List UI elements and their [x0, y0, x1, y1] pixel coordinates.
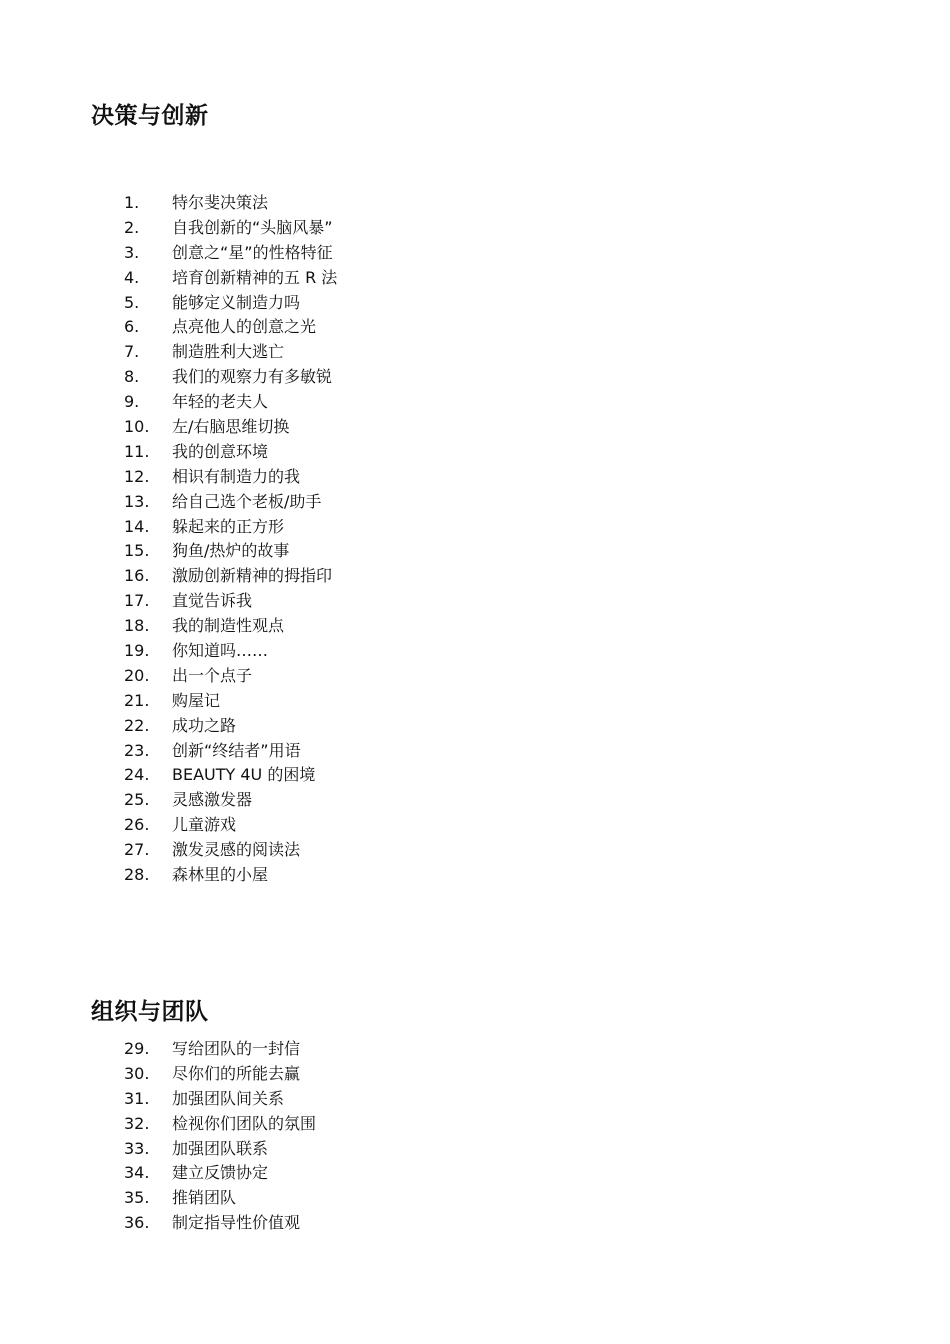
toc-item-text: 点亮他人的创意之光: [172, 317, 317, 337]
toc-item-number: 12.: [124, 466, 150, 486]
toc-item: [124, 589, 337, 614]
toc-item: [124, 1137, 316, 1162]
toc-item-text: 给自己选个老板/助手: [172, 491, 322, 511]
toc-item-number: 6.: [124, 317, 140, 337]
toc-item-text: 直觉告诉我: [172, 591, 253, 611]
toc-item-text: 我们的观察力有多敏锐: [172, 367, 333, 387]
toc-item-text: 年轻的老夫人: [172, 392, 269, 412]
toc-item-number: 29.: [124, 1039, 150, 1058]
toc-item-number: 15.: [124, 541, 150, 561]
toc-item: [124, 390, 337, 415]
toc-item-number: 19.: [124, 641, 150, 661]
section-title-organization-team: 组织与团队: [91, 999, 209, 1025]
toc-item: [124, 440, 337, 465]
toc-item-text: 制造胜利大逃亡: [172, 342, 285, 362]
toc-item-number: 1.: [124, 193, 140, 212]
toc-item: [124, 1037, 316, 1062]
toc-item: [124, 465, 337, 490]
toc-item-text: 躲起来的正方形: [172, 516, 285, 536]
toc-item: [124, 1186, 316, 1211]
toc-item: [124, 1161, 316, 1186]
toc-item-number: 16.: [124, 566, 150, 586]
toc-item-number: 3.: [124, 242, 140, 262]
toc-item: [124, 838, 337, 863]
toc-item-number: 28.: [124, 865, 150, 885]
toc-item: [124, 490, 337, 515]
toc-item: [124, 340, 337, 365]
toc-item-text: 检视你们团队的氛围: [172, 1113, 317, 1133]
toc-item-number: 21.: [124, 690, 150, 710]
toc-item-text: BEAUTY 4U 的困境: [172, 765, 316, 785]
toc-item: [124, 415, 337, 440]
toc-item-text: 我的制造性观点: [172, 616, 285, 636]
toc-item-text: 森林里的小屋: [172, 865, 269, 885]
toc-item-text: 相识有制造力的我: [172, 466, 301, 486]
toc-item-number: 13.: [124, 491, 150, 511]
toc-item-text: 推销团队: [172, 1188, 237, 1208]
toc-item-text: 写给团队的一封信: [172, 1039, 301, 1058]
toc-item: [124, 813, 337, 838]
toc-item-text: 尽你们的所能去赢: [172, 1063, 301, 1083]
toc-item: [124, 1211, 316, 1236]
section-title-decision-innovation: 决策与创新: [91, 103, 209, 129]
toc-item-number: 33.: [124, 1138, 150, 1158]
toc-item-text: 创意之“星”的性格特征: [172, 242, 333, 262]
toc-item: [124, 1112, 316, 1137]
toc-item-number: 24.: [124, 765, 150, 785]
toc-item-number: 22.: [124, 715, 150, 735]
toc-item-number: 20.: [124, 665, 150, 685]
toc-item-number: 18.: [124, 616, 150, 636]
toc-item: [124, 639, 337, 664]
toc-item-number: 31.: [124, 1088, 150, 1108]
toc-item-number: 9.: [124, 392, 140, 412]
toc-item: [124, 191, 337, 216]
toc-item-number: 14.: [124, 516, 150, 536]
toc-item-text: 狗鱼/热炉的故事: [172, 541, 290, 561]
toc-item-text: 加强团队联系: [172, 1138, 269, 1158]
toc-item-number: 5.: [124, 292, 140, 312]
toc-item-text: 加强团队间关系: [172, 1088, 285, 1108]
toc-item: [124, 515, 337, 540]
toc-item-text: 我的创意环境: [172, 441, 269, 461]
toc-item: [124, 689, 337, 714]
toc-list-organization-team: [124, 1037, 316, 1236]
toc-list-decision-innovation: [124, 191, 337, 888]
toc-item: [124, 664, 337, 689]
toc-item-text: 激励创新精神的拇指印: [172, 566, 333, 586]
toc-item-number: 11.: [124, 441, 150, 461]
toc-item-text: 儿童游戏: [172, 815, 237, 835]
toc-item: [124, 739, 337, 764]
toc-item-text: 左/右脑思维切换: [172, 417, 290, 437]
toc-item-text: 能够定义制造力吗: [172, 292, 301, 312]
toc-item: [124, 241, 337, 266]
toc-item: [124, 863, 337, 888]
toc-item: [124, 365, 337, 390]
toc-item: [124, 1062, 316, 1087]
toc-item-number: 30.: [124, 1063, 150, 1083]
toc-item: [124, 614, 337, 639]
toc-item-number: 17.: [124, 591, 150, 611]
toc-item: [124, 216, 337, 241]
toc-item: [124, 266, 337, 291]
toc-item-number: 34.: [124, 1163, 150, 1183]
toc-item-text: 创新“终结者”用语: [172, 740, 301, 760]
toc-item-text: 激发灵感的阅读法: [172, 840, 301, 860]
toc-item: [124, 539, 337, 564]
toc-item-text: 出一个点子: [172, 665, 253, 685]
toc-item: [124, 788, 337, 813]
toc-item-text: 灵感激发器: [172, 790, 253, 810]
toc-item-number: 4.: [124, 267, 140, 287]
toc-item-number: 10.: [124, 417, 150, 437]
toc-item-number: 8.: [124, 367, 140, 387]
toc-item-text: 你知道吗……: [172, 641, 269, 661]
toc-item-number: 23.: [124, 740, 150, 760]
toc-item-text: 自我创新的“头脑风暴”: [172, 217, 333, 237]
toc-item-number: 32.: [124, 1113, 150, 1133]
toc-item-number: 2.: [124, 217, 140, 237]
toc-item-number: 7.: [124, 342, 140, 362]
toc-item: [124, 291, 337, 316]
toc-item: [124, 315, 337, 340]
toc-item-number: 25.: [124, 790, 150, 810]
toc-item-text: 成功之路: [172, 715, 237, 735]
toc-item-text: 建立反馈协定: [172, 1163, 269, 1183]
toc-item-number: 27.: [124, 840, 150, 860]
toc-item-text: 购屋记: [172, 690, 221, 710]
toc-item-text: 培育创新精神的五 R 法: [172, 267, 338, 287]
toc-item: [124, 763, 337, 788]
toc-item-number: 35.: [124, 1188, 150, 1208]
toc-item-number: 36.: [124, 1213, 150, 1233]
toc-item: [124, 564, 337, 589]
toc-item: [124, 714, 337, 739]
toc-item-text: 制定指导性价值观: [172, 1213, 301, 1233]
toc-item-text: 特尔斐决策法: [172, 193, 269, 212]
toc-item: [124, 1087, 316, 1112]
toc-item-number: 26.: [124, 815, 150, 835]
